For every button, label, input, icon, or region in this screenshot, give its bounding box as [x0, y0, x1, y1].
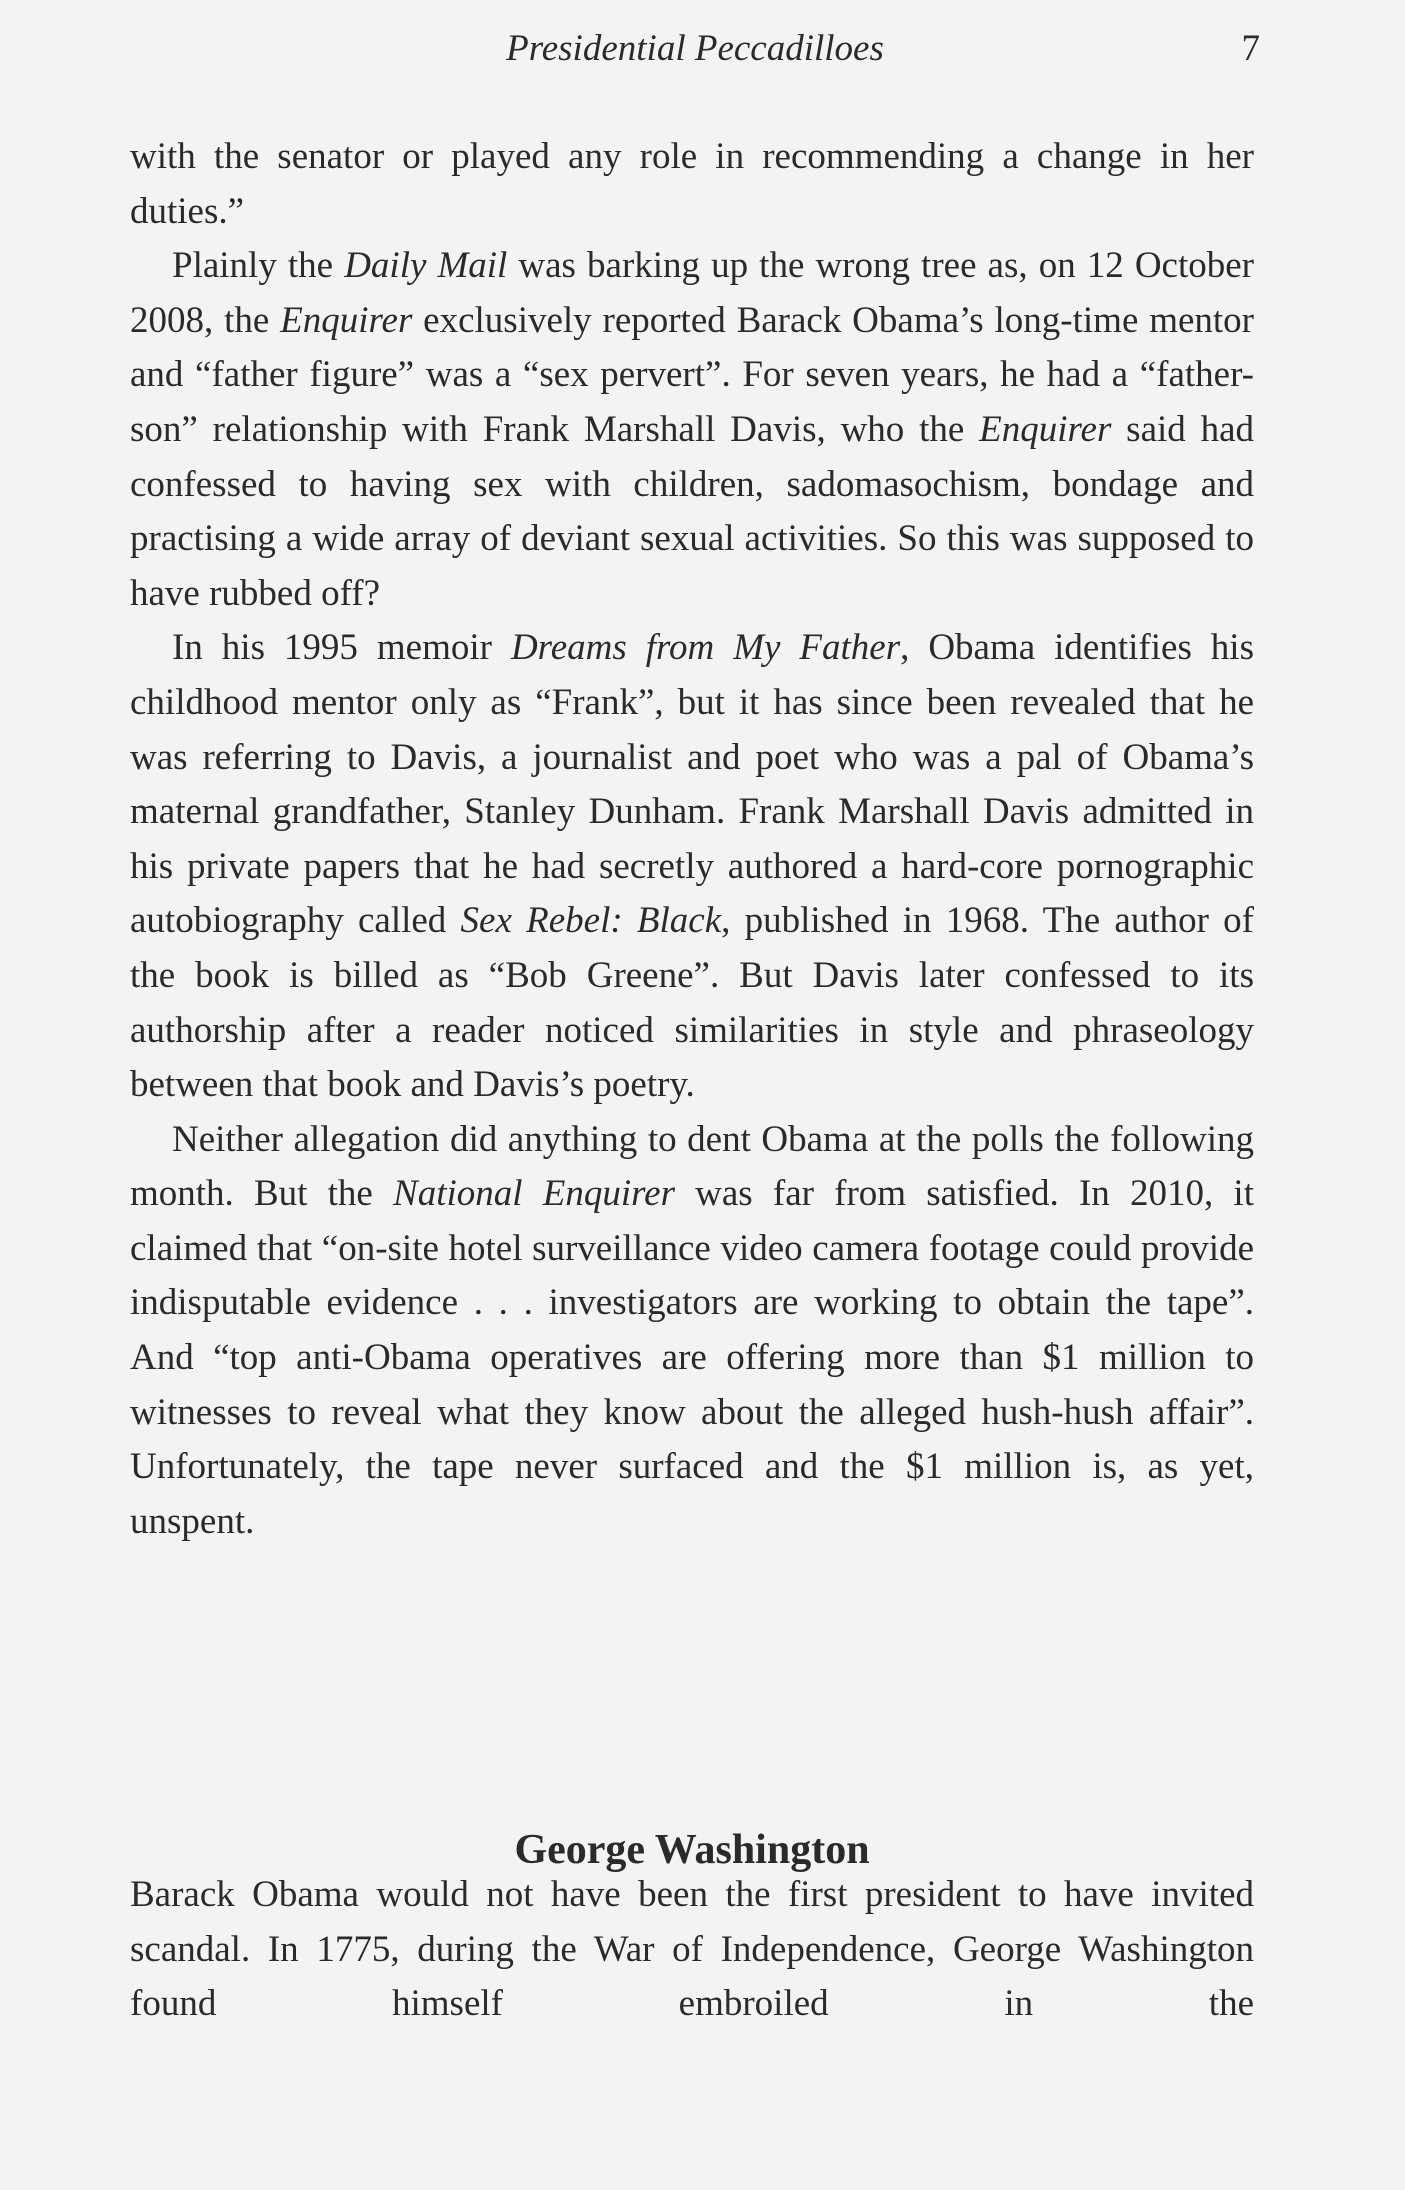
book-title: Dreams from My Father: [510, 627, 901, 669]
book-title: Sex Rebel: Black: [460, 900, 722, 942]
text-run: In his 1995 memoir: [172, 627, 511, 669]
page-number: 7: [1241, 28, 1260, 69]
body-text: [130, 130, 1254, 1549]
paragraph: [130, 1113, 1254, 1550]
text-run: said had confessed to having sex with children, sadomasochism, bondage and practising a wide array of deviant sexual activities. So this was supposed to have rubbed off?: [130, 408, 1255, 614]
text-run: , published in 1968. The author of the book is billed as “Bob Greene”. But Davis later confessed to its authorship after a reader noticed similarities in style and phraseology between that book and Davis’s poetry.: [130, 900, 1254, 1106]
text-run: Neither allegation did anything to dent Obama at the polls the following month. But the: [130, 1118, 1254, 1215]
section-body: [130, 1868, 1254, 2032]
text-run: was far from satisfied. In 2010, it claimed that “on-site hotel surveillance video camera footage could provide indisputable evidence . . . investigators are working to obtain the tape”. And “top anti-Obama operatives are offering more than $1 million to witnesses to reveal what they know about the alleged hush-hush affair”. Unfortunately, the tape never surfaced and the $1 million is, as yet, unspent.: [130, 1173, 1254, 1542]
paragraph: Barack Obama would not have been the first president to have invited scandal. In 1775, during the War of Independence, George Washington found himself embroiled in the: [130, 1874, 1254, 2025]
publication-name: Enquirer: [280, 299, 413, 341]
paragraph: [130, 621, 1254, 1112]
text-run: with the senator or played any role in recommending a change in her duties.”: [130, 136, 1254, 232]
text-run: exclusively reported Barack Obama’s long-time mentor and “father figure” was a “sex pervert”. For seven years, he had a “father-son” relationship with Frank Marshall Davis, who the: [130, 299, 1255, 450]
publication-name: Daily Mail: [344, 245, 508, 287]
publication-name: National Enquirer: [393, 1173, 675, 1215]
paragraph: [130, 130, 1254, 239]
running-header: [130, 24, 1260, 74]
publication-name: Enquirer: [979, 408, 1112, 450]
running-title: Presidential Peccadilloes: [506, 28, 884, 69]
text-run: , Obama identifies his childhood mentor only as “Frank”, but it has since been revealed that he was referring to Davis, a journalist and poet who was a pal of Obama’s maternal grandfather, Stanley Dunham. Frank Marshall Davis admitted in his private papers that he had secretly authored a hard-core pornographic autobiography called: [130, 627, 1254, 942]
section-heading: George Washington: [514, 1826, 870, 1873]
paragraph: [130, 239, 1254, 621]
text-run: was barking up the wrong tree as, on 12 October 2008, the: [130, 245, 1254, 341]
text-run: Plainly the: [172, 245, 345, 287]
